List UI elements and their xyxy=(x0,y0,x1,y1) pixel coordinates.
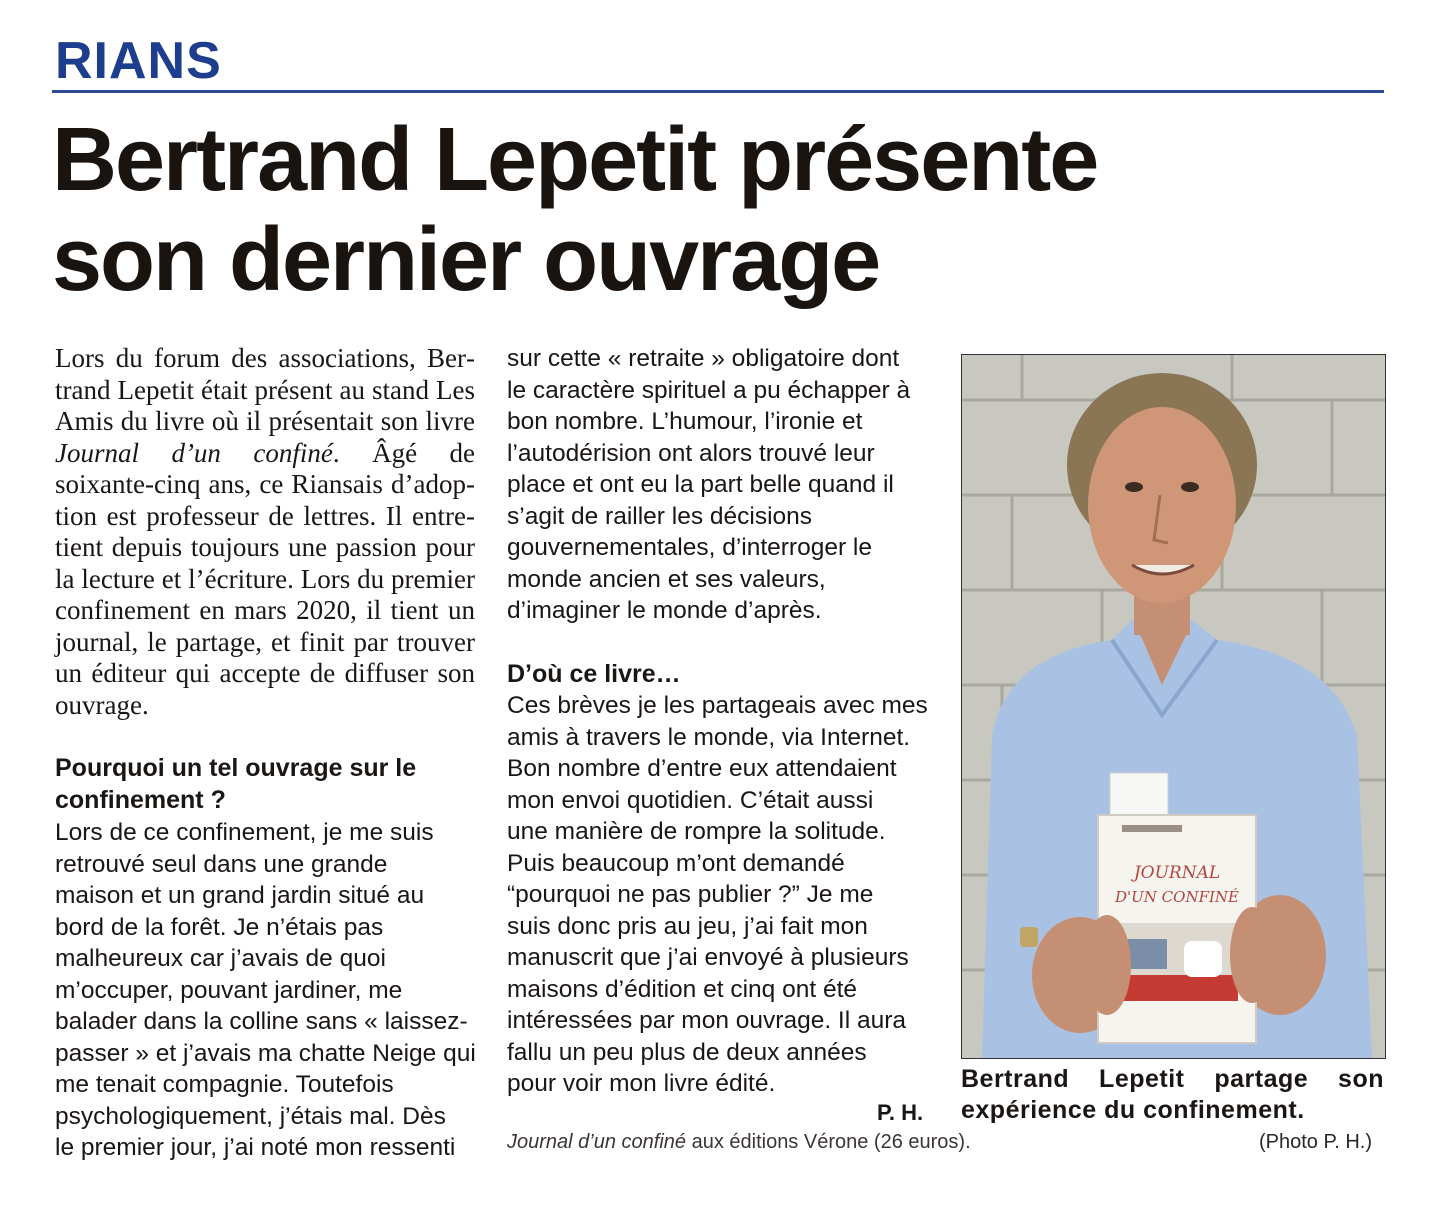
footnote-book-title: Journal d’un confiné xyxy=(507,1131,687,1153)
photo-illustration xyxy=(962,355,1385,1058)
answer-line: maison et un grand jardin situé au xyxy=(55,882,425,909)
subheading: D’où ce livre… xyxy=(507,660,681,688)
body-line: intéressées par mon ouvrage. Il aura xyxy=(507,1007,907,1034)
answer-line: balader dans la colline sans « laissez- xyxy=(55,1008,468,1035)
intro-text-2: . Âgé de soixante-cinq ans, ce Riansais d’adoption est professeur de lettres. Il entretient depuis toujours une passion pour la lecture et l’écriture. Lors du premier confinement en mars 2020, il tient un journal, le partage, et finit par trouver un éditeur qui accepte de diffuser son ouvrage. xyxy=(55,437,475,720)
section-rubric: RIANS xyxy=(55,32,222,90)
question-heading xyxy=(55,753,475,816)
body-line: monde ancien et ses valeurs, xyxy=(507,565,826,593)
body-line: place et ont eu la part belle quand il xyxy=(507,471,894,498)
article-intro xyxy=(55,343,475,721)
body-line: sur cette « retraite » obligatoire dont xyxy=(507,345,900,372)
answer-line: psychologiquement, j’étais mal. Dès xyxy=(55,1102,446,1130)
body-line: “pourquoi ne pas publier ?” Je me xyxy=(507,881,874,908)
body-line: le caractère spirituel a pu échapper à xyxy=(507,376,911,404)
book-reference xyxy=(507,1131,971,1154)
headline-line-1: Bertrand Lepetit présente xyxy=(52,110,1098,210)
body-line: manuscrit que j’ai envoyé à plusieurs xyxy=(507,944,909,971)
book-cover-title-2: D'UN CONFINÉ xyxy=(1115,888,1239,906)
body-line: Ces brèves je les partageais avec mes xyxy=(507,692,928,719)
body-line: Puis beaucoup m’ont demandé xyxy=(507,849,845,877)
column2-body xyxy=(507,690,927,1100)
answer-line: m’occuper, pouvant jardiner, me xyxy=(55,976,403,1004)
footnote-details: aux éditions Vérone (26 euros). xyxy=(686,1131,971,1153)
answer-line: le premier jour, j’ai noté mon ressenti xyxy=(55,1134,456,1161)
answer-line: malheureux car j’avais de quoi xyxy=(55,945,386,972)
body-line: suis donc pris au jeu, j’ai fait mon xyxy=(507,912,868,940)
body-line: amis à travers le monde, via Internet. xyxy=(507,723,911,751)
body-line: fallu un peu plus de deux années xyxy=(507,1038,867,1066)
answer-line: bord de la forêt. Je n’étais pas xyxy=(55,913,384,941)
intro-paragraph xyxy=(55,343,475,721)
body-line: gouvernementales, d’interroger le xyxy=(507,534,872,561)
answer-line: retrouvé seul dans une grande xyxy=(55,850,388,878)
answer-line: passer » et j’avais ma chatte Neige qui xyxy=(55,1039,476,1067)
question-line-1: Pourquoi un tel ouvrage sur le xyxy=(55,754,417,782)
answer-text xyxy=(55,817,475,1164)
answer-line: me tenait compagnie. Toutefois xyxy=(55,1071,394,1098)
book-cover-title-1: JOURNAL xyxy=(1133,863,1221,883)
body-line: s’agit de railler les décisions xyxy=(507,502,813,530)
question-line-2: confinement ? xyxy=(55,785,226,814)
photo-credit: (Photo P. H.) xyxy=(1259,1131,1373,1153)
body-line: pour voir mon livre édité. xyxy=(507,1070,776,1097)
column2-continuation xyxy=(507,343,927,627)
body-line: une manière de rompre la solitude. xyxy=(507,818,886,845)
headline-line-2: son dernier ouvrage xyxy=(52,210,880,310)
body-line: d’imaginer le monde d’après. xyxy=(507,597,822,624)
article-headline xyxy=(52,110,1392,310)
body-line: bon nombre. L’humour, l’ironie et xyxy=(507,408,863,435)
body-line: maisons d’édition et cinq ont été xyxy=(507,975,858,1003)
body-line: mon envoi quotidien. C’était aussi xyxy=(507,786,874,814)
photo-caption: Bertrand Lepetit partage son expérience du confinement. xyxy=(961,1065,1384,1124)
author-signature: P. H. xyxy=(877,1100,924,1125)
body-line: l’autodérision ont alors trouvé leur xyxy=(507,439,875,467)
body-line: Bon nombre d’entre eux attendaient xyxy=(507,755,897,782)
intro-text-1: Lors du forum des associations, Bertrand Lepetit était présent au stand Les Amis du livre où il présentait son livre xyxy=(55,343,475,436)
rubric-divider xyxy=(52,90,1384,93)
author-photo xyxy=(961,354,1386,1059)
answer-line: Lors de ce confinement, je me suis xyxy=(55,819,434,846)
intro-book-title: Journal d’un confiné xyxy=(55,437,333,468)
